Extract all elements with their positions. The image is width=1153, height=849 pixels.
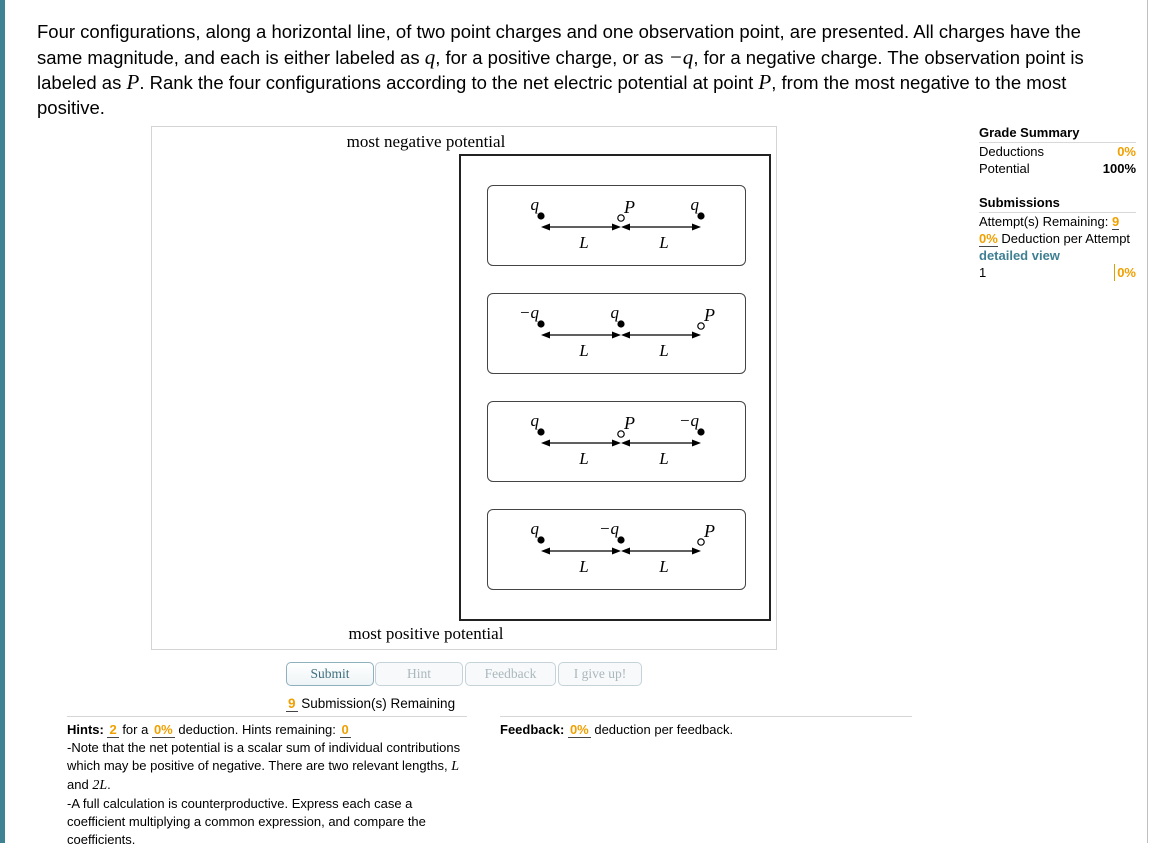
right-divider <box>1147 0 1148 843</box>
charge-label: q <box>690 195 699 214</box>
symbol-p: P <box>758 70 772 94</box>
arrowhead-right <box>692 332 701 339</box>
arrowhead-left <box>621 332 630 339</box>
attempts-remaining <box>979 213 1136 230</box>
configuration-diagram <box>488 402 747 483</box>
potential-label: Potential <box>979 161 1030 176</box>
length-arrow <box>541 548 621 555</box>
most-positive-label: most positive potential <box>348 624 504 643</box>
potential-value: 100% <box>1102 161 1136 176</box>
potential-row <box>979 160 1136 177</box>
attempt-pct: 0% <box>1114 264 1136 281</box>
feedback-button[interactable]: Feedback <box>465 662 556 686</box>
arrowhead-right <box>692 224 701 231</box>
length-label: L <box>579 233 589 252</box>
arrowhead-right <box>612 440 621 447</box>
configuration-card-1[interactable] <box>487 185 746 266</box>
problem-text-part: , for a negative charge. The observation point is labeled as <box>37 46 1084 93</box>
attempt-number: 1 <box>979 265 987 280</box>
deductions-label: Deductions <box>979 144 1045 159</box>
charge-label: −q <box>679 411 699 430</box>
arrowhead-right <box>612 548 621 555</box>
length-label: L <box>659 557 669 576</box>
charge-label: q <box>530 411 539 430</box>
hint-text: -Note that the net potential is a scalar sum of individual contributions which may be positive of negative. There are two relevant lengths, <box>67 740 461 773</box>
length-label: L <box>659 341 669 360</box>
length-label: L <box>579 341 589 360</box>
attempt-row <box>979 264 1136 281</box>
arrowhead-left <box>541 440 550 447</box>
grade-summary <box>979 124 1136 281</box>
feedback-label: Feedback: <box>500 722 565 737</box>
problem-text-part: Four configurations, along a horizontal line, of two point charges and one observation point, are presented. All charges have the same magnitude, and each is either labeled as <box>37 21 1081 68</box>
length-arrow <box>621 332 701 339</box>
submissions-remaining <box>286 696 455 711</box>
attempts-value: 9 <box>1111 214 1120 229</box>
arrowhead-left <box>541 224 550 231</box>
arrowhead-right <box>612 332 621 339</box>
hint-1 <box>67 739 467 795</box>
length-label: L <box>579 449 589 468</box>
problem-text-part: , from the most negative to the most positive. <box>37 72 1067 118</box>
length-arrow <box>541 440 621 447</box>
symbol-q: q <box>424 44 436 69</box>
arrowhead-left <box>621 440 630 447</box>
configuration-diagram <box>488 186 747 267</box>
length-label: L <box>659 449 669 468</box>
length-label: L <box>579 557 589 576</box>
configuration-diagram <box>488 294 747 375</box>
arrowhead-right <box>612 224 621 231</box>
arrowhead-left <box>621 548 630 555</box>
configuration-diagram <box>488 510 747 591</box>
arrowhead-left <box>621 224 630 231</box>
feedback-text: deduction per feedback. <box>590 722 734 737</box>
observation-point-label: P <box>704 521 715 541</box>
hints-remaining: 0 <box>341 722 349 737</box>
deduction-label: Deduction per Attempt <box>997 231 1131 246</box>
hints-text: deduction. Hints remaining: <box>174 722 340 737</box>
hints-count: 2 <box>109 722 117 737</box>
problem-text-part: , for a positive charge, or as <box>435 46 669 68</box>
configuration-card-3[interactable] <box>487 401 746 482</box>
symbol-neg-q: −q <box>668 44 694 69</box>
arrowhead-right <box>692 548 701 555</box>
hints-section <box>67 716 467 849</box>
length-arrow <box>541 332 621 339</box>
hints-text: for a <box>118 722 152 737</box>
problem-statement <box>37 20 1127 120</box>
configuration-card-4[interactable] <box>487 509 746 590</box>
grade-summary-title: Grade Summary <box>979 124 1136 143</box>
ranking-drop-zone[interactable] <box>459 154 771 621</box>
arrowhead-left <box>541 548 550 555</box>
deductions-value: 0% <box>1117 144 1136 159</box>
length-label: L <box>659 233 669 252</box>
arrowhead-right <box>692 440 701 447</box>
charge-label: q <box>610 303 619 322</box>
attempts-label: Attempt(s) Remaining: <box>979 214 1112 229</box>
deductions-row <box>979 143 1136 160</box>
hint-2: -A full calculation is counterproductive. Express each case a coefficient multiplying a common expression, and compare the coefficients. <box>67 796 426 847</box>
feedback-section <box>500 716 912 739</box>
length-arrow <box>621 440 701 447</box>
submit-button[interactable]: Submit <box>286 662 374 686</box>
detailed-view-link[interactable]: detailed view <box>979 248 1060 263</box>
submissions-count: 9 <box>288 696 296 711</box>
submissions-title: Submissions <box>979 194 1136 213</box>
length-arrow <box>621 224 701 231</box>
arrowhead-left <box>541 332 550 339</box>
hints-deduction-pct: 0% <box>153 722 173 737</box>
charge-label: q <box>530 519 539 538</box>
deduction-pct: 0% <box>979 231 998 246</box>
give-up-button[interactable]: I give up! <box>558 662 642 686</box>
length-arrow <box>621 548 701 555</box>
left-accent-bar <box>0 0 5 843</box>
hints-header <box>67 721 467 739</box>
ranking-panel <box>151 126 777 650</box>
length-arrow <box>541 224 621 231</box>
observation-point-label: P <box>704 305 715 325</box>
observation-point-label: P <box>624 197 635 217</box>
deduction-per-attempt <box>979 230 1136 247</box>
submissions-text: Submission(s) Remaining <box>297 696 456 711</box>
charge-label: −q <box>519 303 539 322</box>
symbol-p: P <box>126 70 140 94</box>
configuration-card-2[interactable] <box>487 293 746 374</box>
symbol-2l: 2L <box>92 778 108 793</box>
feedback-deduction-pct: 0% <box>569 722 589 737</box>
problem-text-part: . Rank the four configurations according to the net electric potential at point <box>139 72 759 93</box>
charge-label: −q <box>599 519 619 538</box>
observation-point-label: P <box>624 413 635 433</box>
charge-label: q <box>530 195 539 214</box>
hint-text: . <box>107 777 111 792</box>
hint-button[interactable]: Hint <box>375 662 463 686</box>
hints-label: Hints: <box>67 722 104 737</box>
hint-text: and <box>67 777 93 792</box>
symbol-l: L <box>451 759 459 774</box>
most-negative-label: most negative potential <box>346 132 506 151</box>
